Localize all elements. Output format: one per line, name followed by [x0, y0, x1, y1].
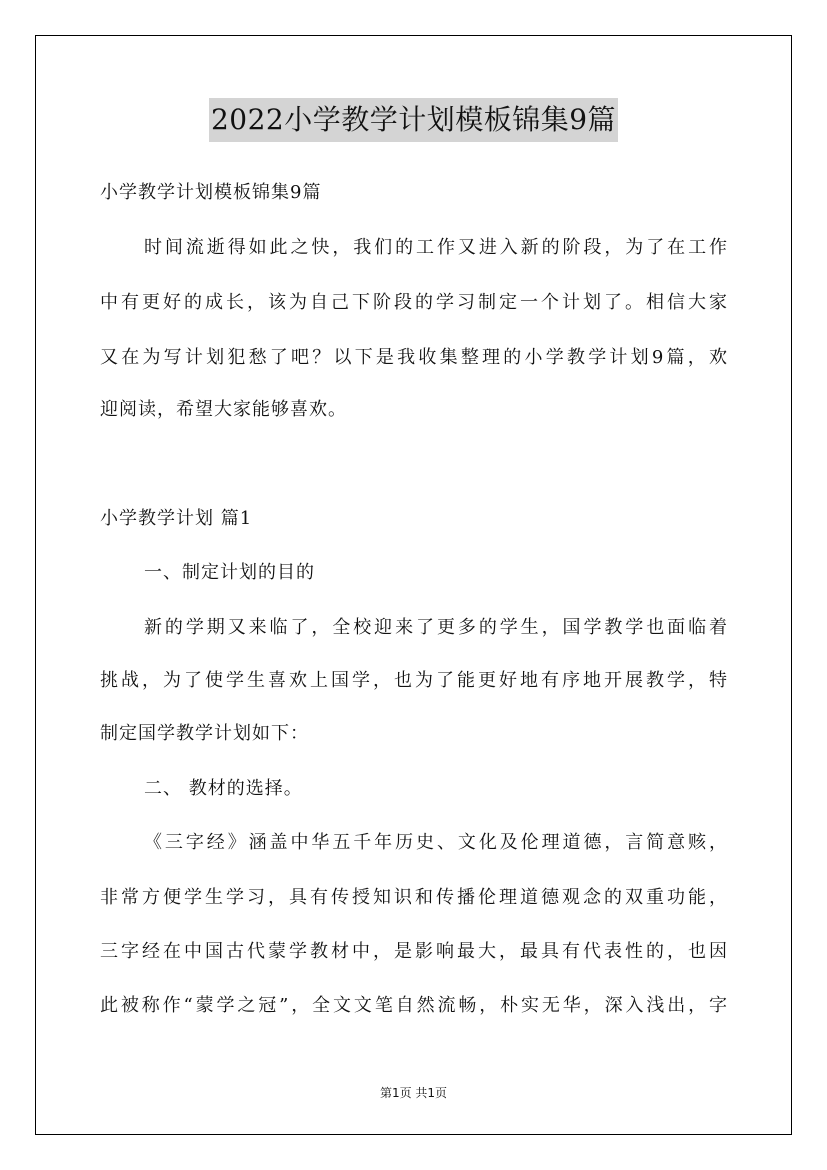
subtitle-line: 小学教学计划模板锦集9篇 — [100, 182, 322, 203]
materials-paragraph-line-3: 三字经在中国古代蒙学教材中，是影响最大，最具有代表性的，也因 — [100, 941, 728, 962]
intro-paragraph-line-2: 中有更好的成长，该为自己下阶段的学习制定一个计划了。相信大家 — [100, 292, 728, 313]
purpose-paragraph-line-1: 新的学期又来临了，全校迎来了更多的学生，国学教学也面临着 — [144, 617, 728, 638]
intro-paragraph-line-3: 又在为写计划犯愁了吧？以下是我收集整理的小学教学计划9篇，欢 — [100, 347, 728, 368]
materials-paragraph-line-1: 《三字经》涵盖中华五千年历史、文化及伦理道德，言简意赅， — [144, 832, 728, 853]
purpose-paragraph-line-3: 制定国学教学计划如下： — [100, 723, 309, 744]
subheading-purpose: 一、制定计划的目的 — [144, 562, 315, 583]
purpose-paragraph-line-2: 挑战，为了使学生喜欢上国学，也为了能更好地有序地开展教学，特 — [100, 670, 728, 691]
intro-paragraph-line-1: 时间流逝得如此之快，我们的工作又进入新的阶段，为了在工作 — [144, 237, 728, 258]
subheading-materials: 二、 教材的选择。 — [144, 778, 303, 799]
intro-paragraph-line-4: 迎阅读，希望大家能够喜欢。 — [100, 399, 347, 420]
page-number-footer: 第1页 共1页 — [379, 1086, 448, 1100]
materials-paragraph-line-4: 此被称作“蒙学之冠”，全文文笔自然流畅，朴实无华，深入浅出，字 — [100, 995, 728, 1016]
title-container — [0, 98, 827, 142]
document-title: 2022小学教学计划模板锦集9篇 — [209, 98, 618, 142]
materials-paragraph-line-2: 非常方便学生学习，具有传授知识和传播伦理道德观念的双重功能， — [100, 887, 728, 908]
section-heading-1: 小学教学计划 篇1 — [100, 508, 253, 529]
